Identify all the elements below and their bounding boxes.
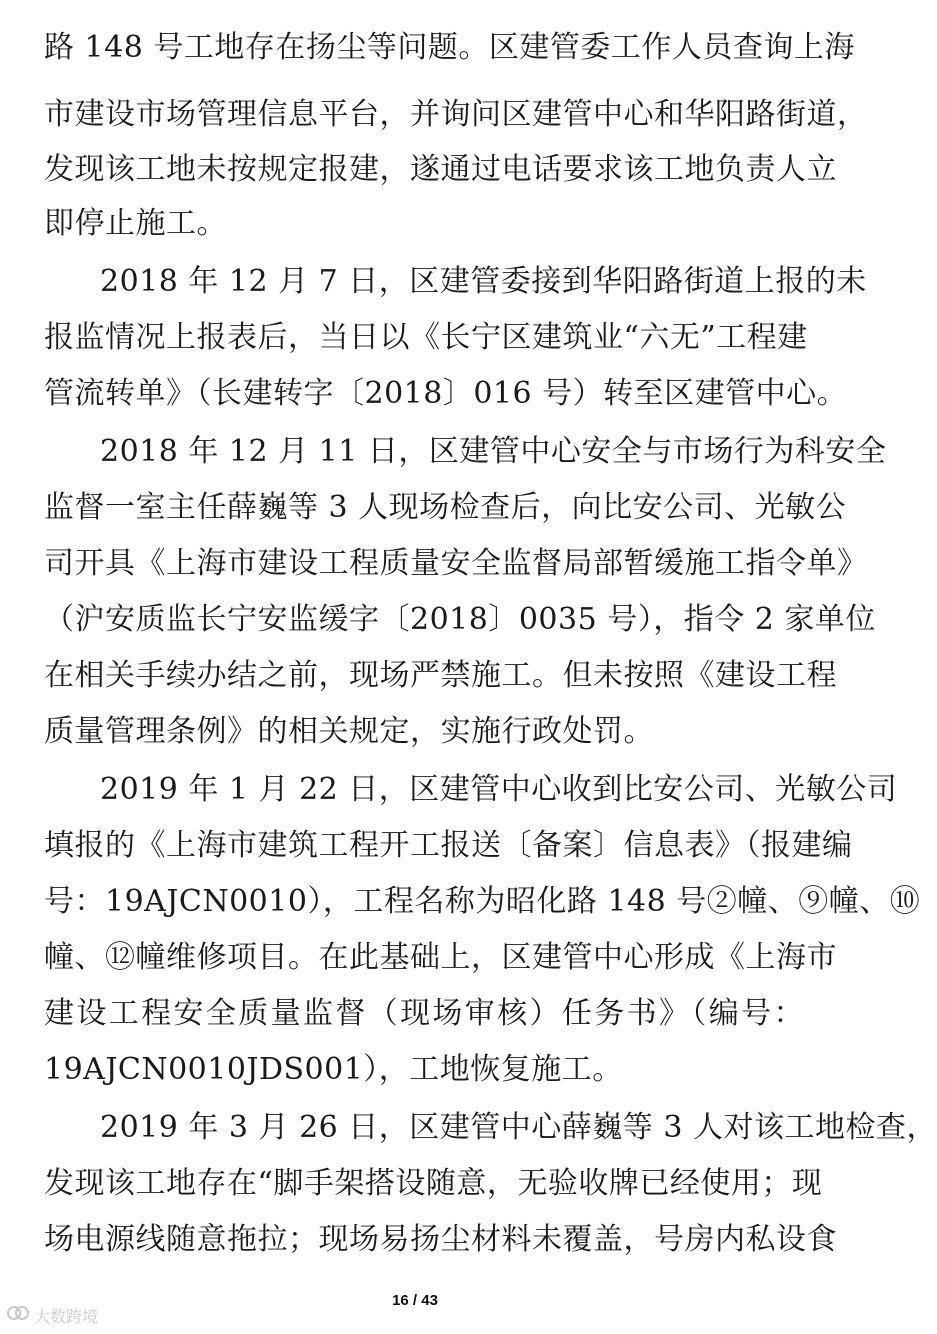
text-line: 司开具《上海市建设工程质量安全监督局部暂缓施工指令单》 <box>44 546 868 581</box>
text-line: 填报的《上海市建筑工程开工报送〔备案〕信息表》（报建编 <box>44 828 853 863</box>
paragraph-start-line: 2019 年 1 月 22 日，区建管中心收到比安公司、光敏公司 <box>100 772 898 807</box>
text-line: 即停止施工。 <box>44 206 227 241</box>
text-line: 管流转单》（长建转字〔2018〕016 号）转至区建管中心。 <box>44 376 848 411</box>
watermark-logo-icon <box>6 1303 30 1327</box>
watermark-text: 大数跨境 <box>34 1306 99 1326</box>
page-number: 16 / 43 <box>392 1292 438 1309</box>
text-line: 幢、⑫幢维修项目。在此基础上，区建管中心形成《上海市 <box>44 940 837 975</box>
text-line: 在相关手续办结之前，现场严禁施工。但未按照《建设工程 <box>44 658 837 693</box>
text-line: 发现该工地未按规定报建，遂通过电话要求该工地负责人立 <box>44 152 837 187</box>
paragraph-start-line: 2019 年 3 月 26 日，区建管中心薛巍等 3 人对该工地检查， <box>100 1110 937 1145</box>
text-line: 19AJCN0010JDS001），工地恢复施工。 <box>44 1052 623 1087</box>
text-line: 场电源线随意拖拉；现场易扬尘材料未覆盖，号房内私设食 <box>44 1222 837 1257</box>
text-line: 报监情况上报表后，当日以《长宁区建筑业“六无”工程建 <box>44 320 808 355</box>
paragraph-start-line: 2018 年 12 月 7 日，区建管委接到华阳路街道上报的未 <box>100 264 867 299</box>
paragraph-start-line: 2018 年 12 月 11 日，区建管中心安全与市场行为科安全 <box>100 434 887 469</box>
text-line: 路 148 号工地存在扬尘等问题。区建管委工作人员查询上海 <box>44 30 855 65</box>
text-line: 号：19AJCN0010），工程名称为昭化路 148 号②幢、⑨幢、⑩ <box>44 884 921 919</box>
text-line: （沪安质监长宁安监缓字〔2018〕0035 号），指令 2 家单位 <box>44 602 876 637</box>
text-line: 发现该工地存在“脚手架搭设随意，无验收牌已经使用；现 <box>44 1166 823 1201</box>
watermark <box>6 1302 98 1328</box>
text-line: 建设工程安全质量监督（现场审核）任务书》（编号： <box>44 996 804 1031</box>
text-line: 市建设市场管理信息平台，并询问区建管中心和华阳路街道， <box>44 97 868 132</box>
text-line: 监督一室主任薛巍等 3 人现场检查后，向比安公司、光敏公 <box>44 490 847 525</box>
text-line: 质量管理条例》的相关规定，实施行政处罚。 <box>44 714 654 749</box>
